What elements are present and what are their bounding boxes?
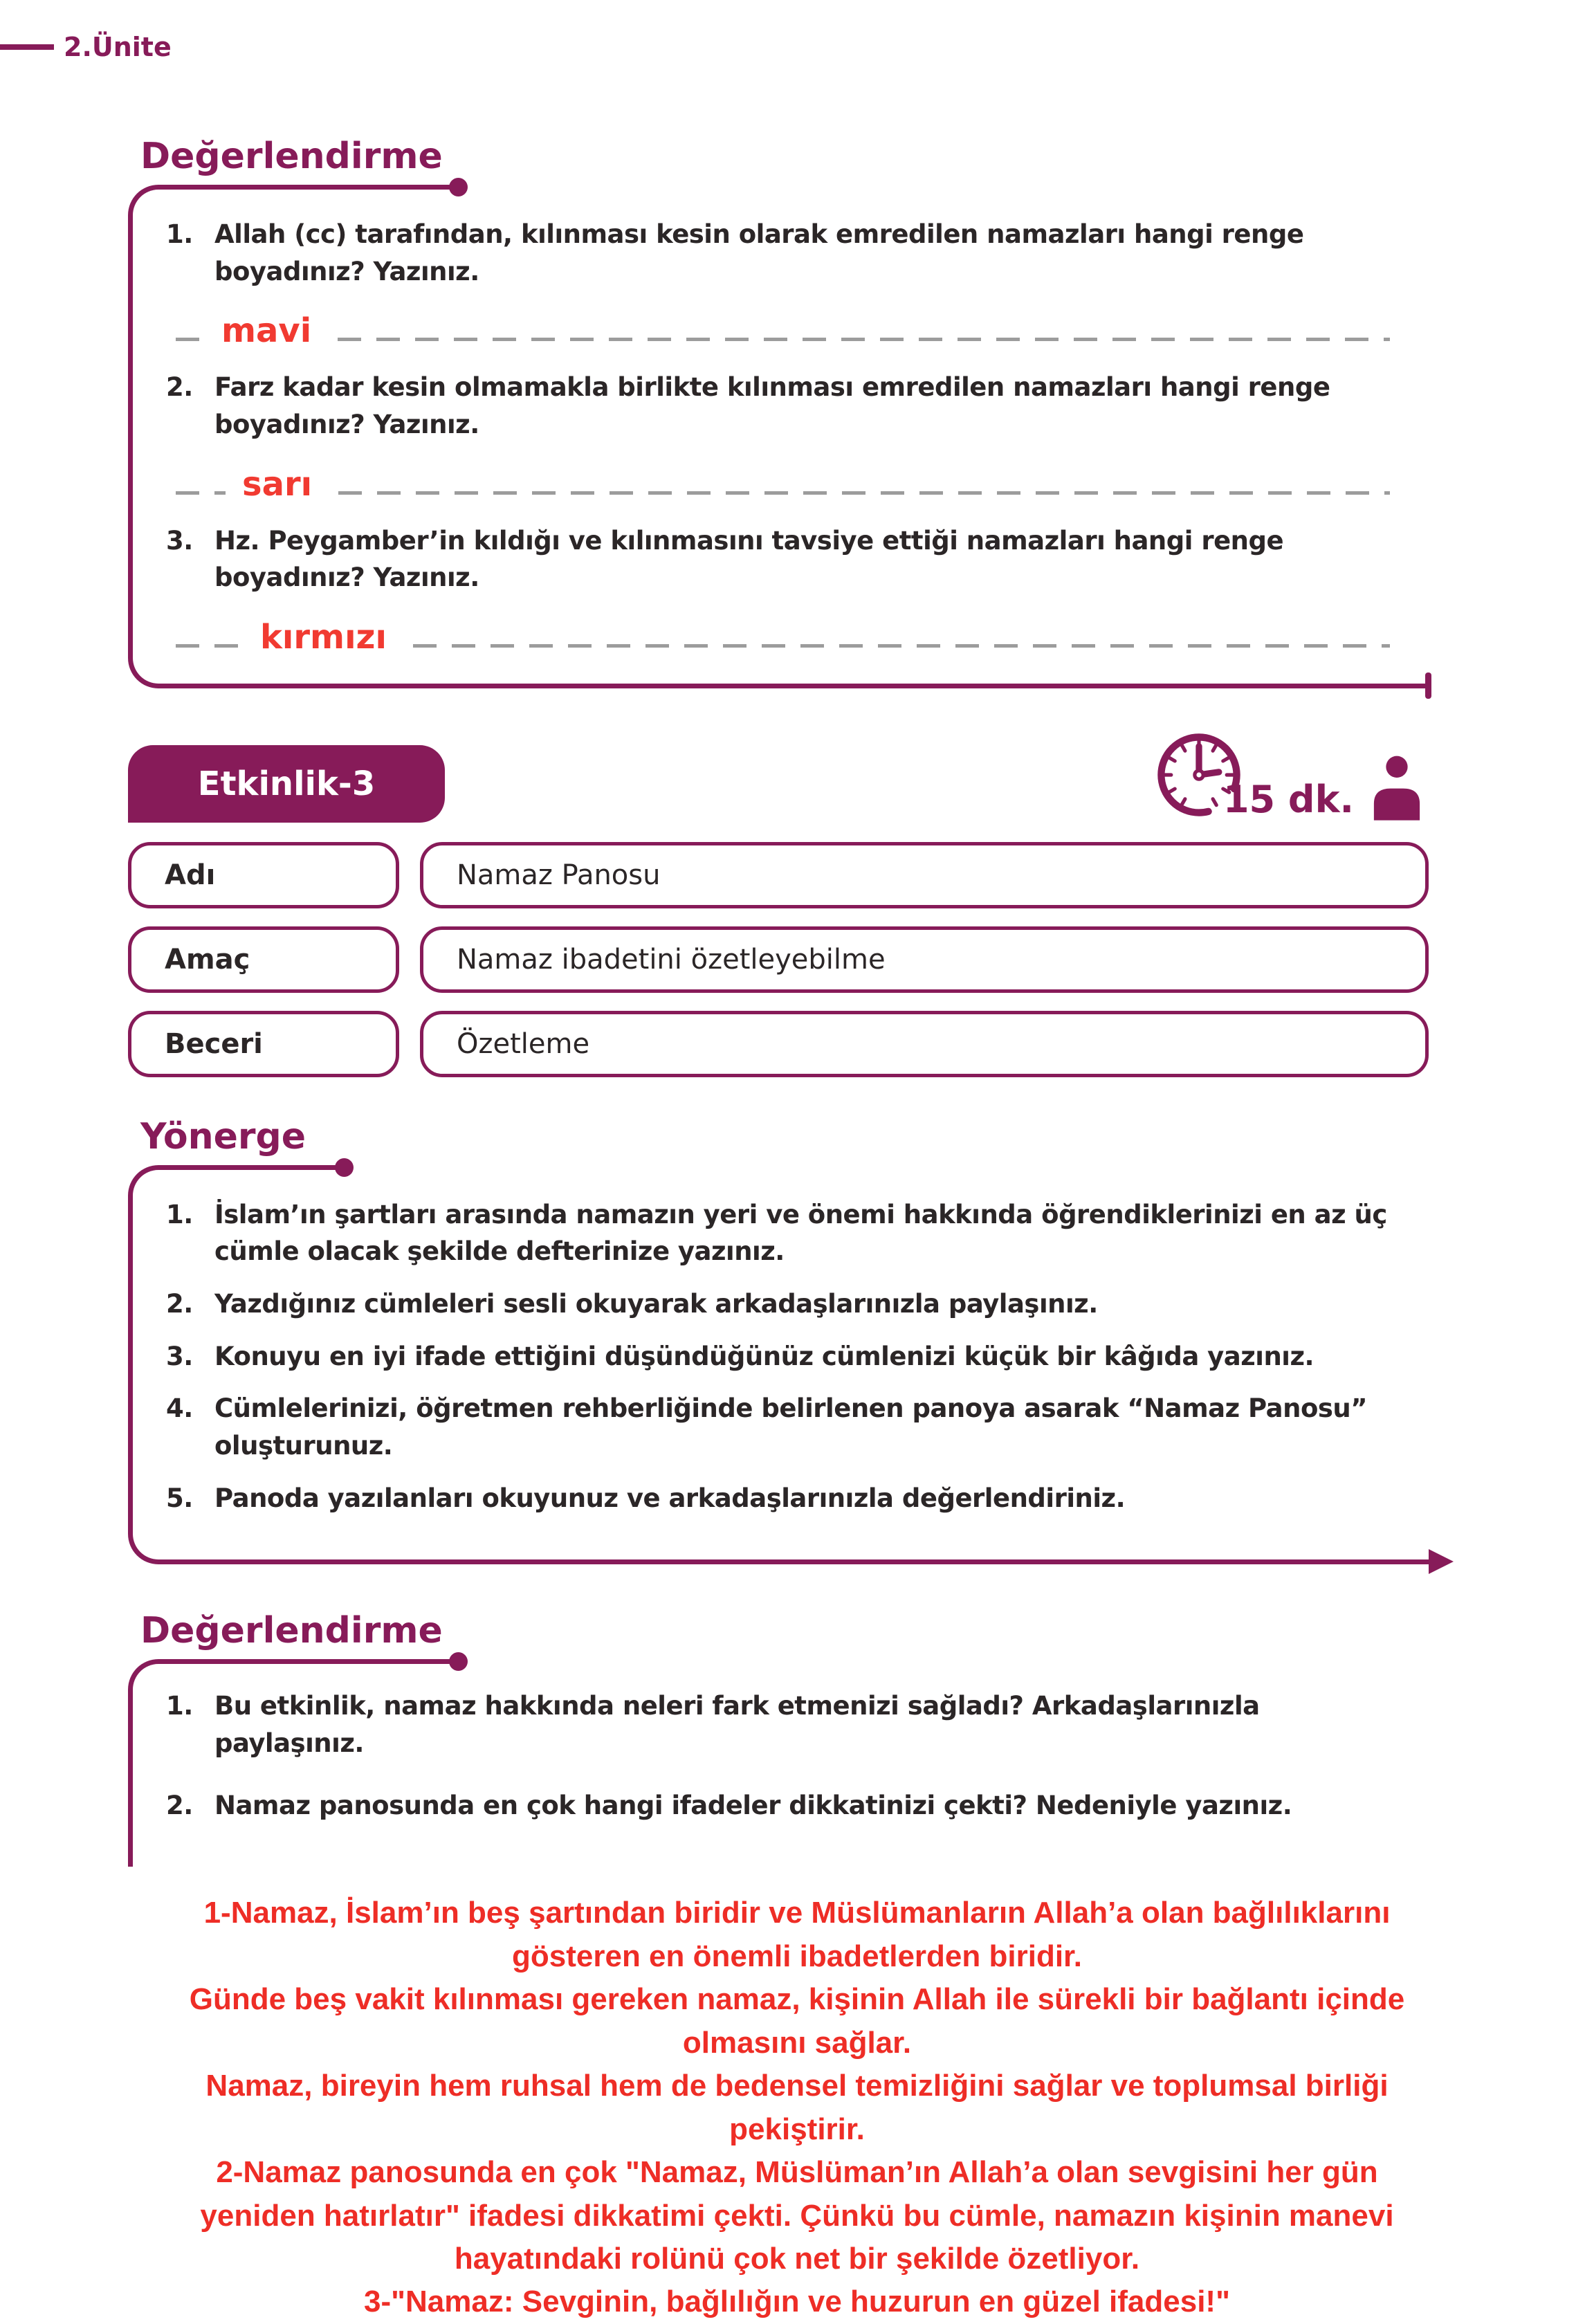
answer-line — [176, 459, 1390, 504]
note-line: 2-Namaz panosunda en çok "Namaz, Müslüman’ın Allah’a olan sevgisini her gün — [216, 2155, 1378, 2190]
step-text: Cümlelerinizi, öğretmen rehberliğinde belirlenen panoya asarak “Namaz Panosu” oluşturunuz. — [214, 1393, 1368, 1461]
step-number: 2. — [166, 1289, 193, 1319]
activity-badge: Etkinlik-3 — [128, 745, 445, 823]
question-number: 1. — [166, 1691, 193, 1721]
section-rule-dot — [449, 1652, 468, 1671]
step-text: Konuyu en iyi ifade ettiğini düşündüğünüz cümlenizi küçük bir kâğıda yazınız. — [214, 1341, 1314, 1371]
question-text: Farz kadar kesin olmamakla birlikte kılınması emredilen namazları hangi renge boyadınız? Yazınız. — [214, 372, 1330, 439]
person-icon — [1365, 749, 1429, 821]
evaluation-1-title: Değerlendirme — [140, 136, 443, 177]
step-text: İslam’ın şartları arasında namazın yeri ve önemi hakkında öğrendiklerinizi en az üç cümle olacak şekilde defterinize yazınız. — [214, 1199, 1387, 1267]
instructions-frame — [128, 1165, 1429, 1564]
frame-arrow-icon — [1429, 1549, 1454, 1574]
frame-end-tick-icon — [1425, 673, 1431, 699]
question-number: 2. — [166, 1790, 193, 1820]
instruction-step — [166, 1390, 1390, 1464]
evaluation-2-title: Değerlendirme — [140, 1610, 443, 1652]
handwritten-answer: sarı — [242, 464, 313, 504]
step-number: 4. — [166, 1393, 193, 1424]
note-line: Namaz, bireyin hem ruhsal hem de bedensel temizliğini sağlar ve toplumsal birliği — [205, 2069, 1389, 2103]
question-text: Allah (cc) tarafından, kılınması kesin olarak emredilen namazları hangi renge boyadınız? Yazınız. — [214, 219, 1304, 286]
question-row — [166, 1687, 1390, 1762]
unit-header-line — [0, 44, 54, 50]
answer-line — [176, 305, 1390, 351]
answer-dash-line — [338, 338, 1390, 341]
activity-info-rows — [128, 842, 1429, 1077]
answer-line — [176, 612, 1390, 657]
question-number: 1. — [166, 219, 193, 249]
handwritten-answer: mavi — [221, 311, 312, 351]
question-text: Hz. Peygamber’in kıldığı ve kılınmasını tavsiye ettiği namazları hangi renge boyadınız? Yazınız. — [214, 525, 1284, 593]
instructions-section — [128, 1115, 1429, 1564]
frame-top-rule-mask — [458, 1658, 1434, 1665]
step-number: 1. — [166, 1199, 193, 1229]
question-row — [166, 369, 1390, 443]
instruction-step — [166, 1480, 1390, 1517]
note-line: Günde beş vakit kılınması gereken namaz, kişinin Allah ile sürekli bir bağlantı içinde — [189, 1982, 1405, 2017]
duration-label: 15 dk. — [1222, 777, 1354, 821]
handwritten-answer: kırmızı — [260, 618, 387, 657]
note-line: olmasını sağlar. — [682, 2025, 912, 2060]
info-row-name — [128, 842, 1429, 908]
question-number: 2. — [166, 372, 193, 403]
instructions-title: Yönerge — [140, 1115, 306, 1158]
activity-bar — [128, 727, 1429, 823]
activity-timer — [1151, 727, 1429, 823]
note-line: yeniden hatırlatır" ifadesi dikkatimi çekti. Çünkü bu cümle, namazın kişinin manevi — [200, 2198, 1394, 2233]
answer-dash-lead — [176, 644, 244, 648]
step-number: 3. — [166, 1341, 193, 1371]
info-label: Beceri — [128, 1011, 399, 1077]
question-row — [166, 1787, 1390, 1824]
step-text: Yazdığınız cümleleri sesli okuyarak arkadaşlarınızla paylaşınız. — [214, 1289, 1098, 1319]
answer-dash-line — [338, 491, 1390, 495]
unit-header — [0, 0, 1594, 62]
info-value: Özetleme — [420, 1011, 1429, 1077]
note-line: gösteren en önemli ibadetlerden biridir. — [512, 1939, 1082, 1973]
frame-top-rule-mask — [458, 184, 1434, 191]
frame-top-rule-mask — [344, 1164, 1434, 1171]
info-label: Amaç — [128, 926, 399, 993]
step-text: Panoda yazılanları okuyunuz ve arkadaşlarınızla değerlendiriniz. — [214, 1483, 1126, 1513]
instruction-step — [166, 1285, 1390, 1323]
info-label: Adı — [128, 842, 399, 908]
question-row — [166, 216, 1390, 290]
note-line: hayatındaki rolünü çok net bir şekilde özetliyor. — [454, 2242, 1140, 2276]
question-row — [166, 522, 1390, 596]
note-line: pekiştirir. — [729, 2112, 865, 2146]
unit-title: 2.Ünite — [64, 32, 172, 62]
info-value: Namaz Panosu — [420, 842, 1429, 908]
answer-dash-line — [413, 644, 1390, 648]
handwritten-notes — [0, 1892, 1594, 2324]
question-text: Namaz panosunda en çok hangi ifadeler dikkatinizi çekti? Nedeniyle yazınız. — [214, 1790, 1292, 1820]
evaluation-2-section — [128, 1609, 1429, 1867]
info-row-skill — [128, 1011, 1429, 1077]
section-rule-dot — [335, 1158, 354, 1177]
evaluation-2-frame — [128, 1659, 1429, 1867]
question-text: Bu etkinlik, namaz hakkında neleri fark etmenizi sağladı? Arkadaşlarınızla paylaşınız. — [214, 1691, 1260, 1758]
note-line: 1-Namaz, İslam’ın beş şartından biridir ve Müslümanların Allah’a olan bağlılıklarını — [203, 1896, 1391, 1930]
question-number: 3. — [166, 525, 193, 556]
answer-dash-lead — [176, 338, 205, 341]
step-number: 5. — [166, 1483, 193, 1513]
info-row-goal — [128, 926, 1429, 993]
note-line: 3-"Namaz: Sevginin, bağlılığın ve huzurun en güzel ifadesi!" — [364, 2285, 1230, 2319]
answer-dash-lead — [176, 491, 226, 495]
evaluation-1-section — [128, 134, 1429, 688]
section-rule-dot — [449, 178, 468, 196]
instruction-step — [166, 1338, 1390, 1375]
instruction-step — [166, 1196, 1390, 1270]
evaluation-1-frame — [128, 185, 1429, 688]
info-value: Namaz ibadetini özetleyebilme — [420, 926, 1429, 993]
